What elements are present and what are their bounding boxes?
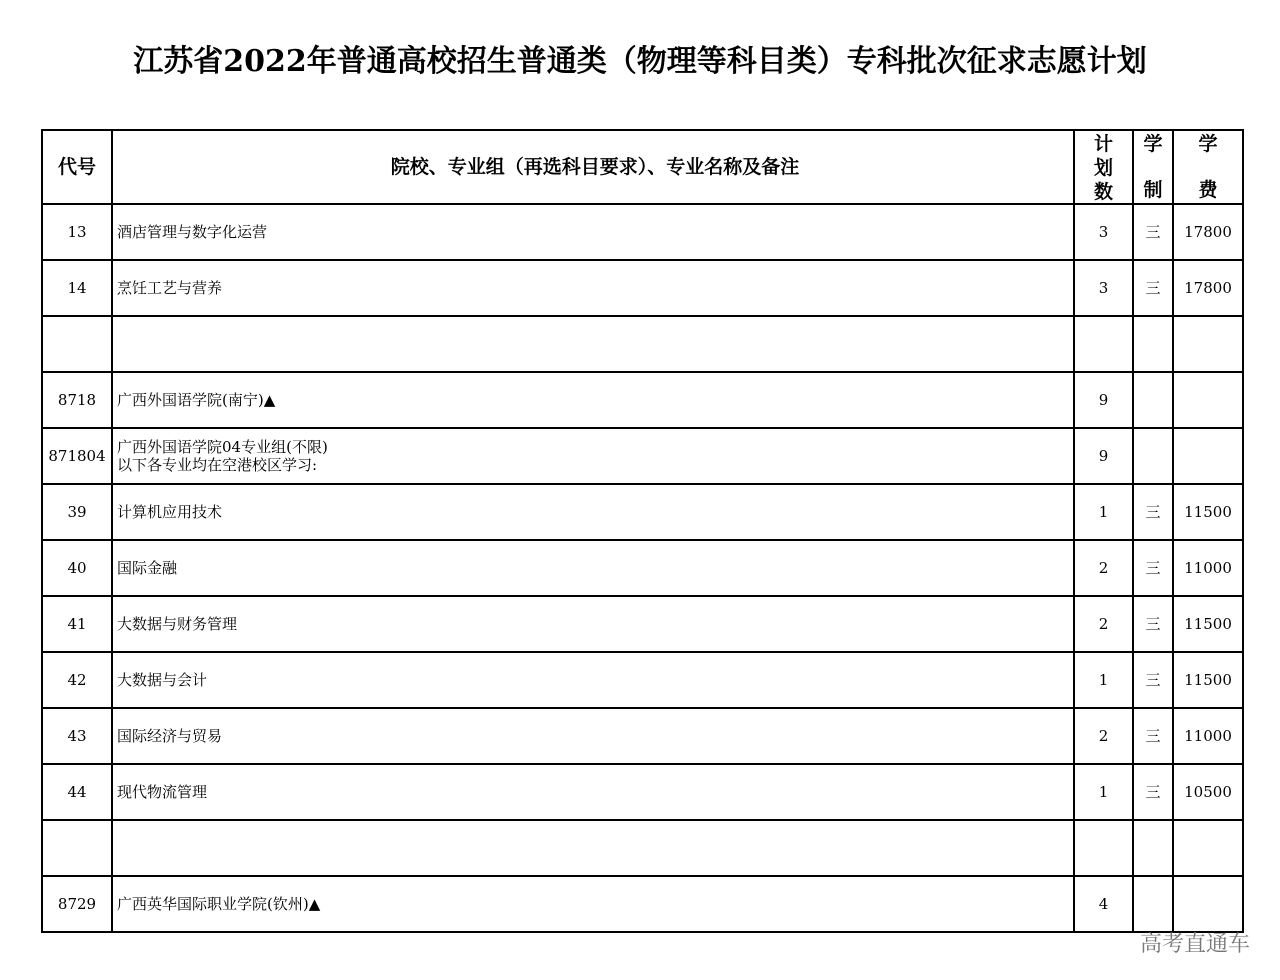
plan-table (41, 129, 1244, 933)
cell-plan: 2 (1074, 708, 1133, 764)
cell-plan (1074, 820, 1133, 876)
cell-length: 三 (1133, 596, 1173, 652)
header-code: 代号 (42, 130, 112, 204)
cell-name: 现代物流管理 (112, 764, 1074, 820)
cell-fee: 11500 (1173, 596, 1243, 652)
table-row (42, 596, 1243, 652)
cell-length (1133, 876, 1173, 932)
table-row (42, 484, 1243, 540)
table-row (42, 652, 1243, 708)
cell-plan: 1 (1074, 484, 1133, 540)
cell-name: 广西英华国际职业学院(钦州)▲ (112, 876, 1074, 932)
cell-code: 871804 (42, 428, 112, 484)
cell-name: 酒店管理与数字化运营 (112, 204, 1074, 260)
cell-length (1133, 316, 1173, 372)
cell-length (1133, 820, 1173, 876)
cell-name: 大数据与会计 (112, 652, 1074, 708)
table-row (42, 204, 1243, 260)
cell-length (1133, 428, 1173, 484)
cell-code: 13 (42, 204, 112, 260)
table-row-empty (42, 820, 1243, 876)
cell-code: 42 (42, 652, 112, 708)
cell-fee (1173, 428, 1243, 484)
table-row (42, 764, 1243, 820)
cell-length: 三 (1133, 204, 1173, 260)
cell-code: 8729 (42, 876, 112, 932)
watermark: 高考直通车 (1139, 932, 1250, 957)
cell-fee: 11000 (1173, 708, 1243, 764)
cell-fee: 11500 (1173, 652, 1243, 708)
cell-plan: 2 (1074, 596, 1133, 652)
cell-code: 40 (42, 540, 112, 596)
cell-length: 三 (1133, 484, 1173, 540)
table-row (42, 540, 1243, 596)
cell-code: 39 (42, 484, 112, 540)
cell-name: 广西外国语学院(南宁)▲ (112, 372, 1074, 428)
cell-plan (1074, 316, 1133, 372)
cell-plan: 1 (1074, 764, 1133, 820)
table-header-row (42, 130, 1243, 204)
cell-name: 计算机应用技术 (112, 484, 1074, 540)
cell-name: 大数据与财务管理 (112, 596, 1074, 652)
header-length: 学 制 (1133, 130, 1173, 204)
cell-name (112, 428, 1074, 484)
cell-plan: 4 (1074, 876, 1133, 932)
cell-plan: 3 (1074, 204, 1133, 260)
cell-plan: 2 (1074, 540, 1133, 596)
cell-length: 三 (1133, 260, 1173, 316)
cell-code (42, 820, 112, 876)
cell-name: 国际经济与贸易 (112, 708, 1074, 764)
cell-length: 三 (1133, 764, 1173, 820)
group-name: 广西外国语学院04专业组(不限) (117, 438, 328, 456)
cell-length: 三 (1133, 652, 1173, 708)
table-row (42, 708, 1243, 764)
cell-fee (1173, 876, 1243, 932)
cell-fee (1173, 372, 1243, 428)
cell-code: 43 (42, 708, 112, 764)
cell-plan: 9 (1074, 372, 1133, 428)
cell-length: 三 (1133, 708, 1173, 764)
header-fee: 学 费 (1173, 130, 1243, 204)
cell-name: 国际金融 (112, 540, 1074, 596)
cell-name: 烹饪工艺与营养 (112, 260, 1074, 316)
cell-code: 41 (42, 596, 112, 652)
table-row-group (42, 428, 1243, 484)
cell-name (112, 820, 1074, 876)
cell-plan: 9 (1074, 428, 1133, 484)
header-plan: 计 划 数 (1074, 130, 1133, 204)
cell-fee: 11000 (1173, 540, 1243, 596)
cell-code: 8718 (42, 372, 112, 428)
cell-length (1133, 372, 1173, 428)
table-row (42, 260, 1243, 316)
cell-plan: 1 (1074, 652, 1133, 708)
cell-fee: 17800 (1173, 204, 1243, 260)
cell-code: 14 (42, 260, 112, 316)
table-row-empty (42, 316, 1243, 372)
group-note: 以下各专业均在空港校区学习: (117, 456, 318, 474)
page-title: 江苏省2022年普通高校招生普通类（物理等科目类）专科批次征求志愿计划 (133, 44, 1147, 79)
table-row-school (42, 372, 1243, 428)
cell-fee (1173, 316, 1243, 372)
cell-fee (1173, 820, 1243, 876)
cell-fee: 11500 (1173, 484, 1243, 540)
cell-plan: 3 (1074, 260, 1133, 316)
cell-code (42, 316, 112, 372)
cell-length: 三 (1133, 540, 1173, 596)
table-row-school (42, 876, 1243, 932)
cell-fee: 10500 (1173, 764, 1243, 820)
cell-code: 44 (42, 764, 112, 820)
header-name: 院校、专业组（再选科目要求）、专业名称及备注 (112, 130, 1074, 204)
cell-name (112, 316, 1074, 372)
cell-fee: 17800 (1173, 260, 1243, 316)
